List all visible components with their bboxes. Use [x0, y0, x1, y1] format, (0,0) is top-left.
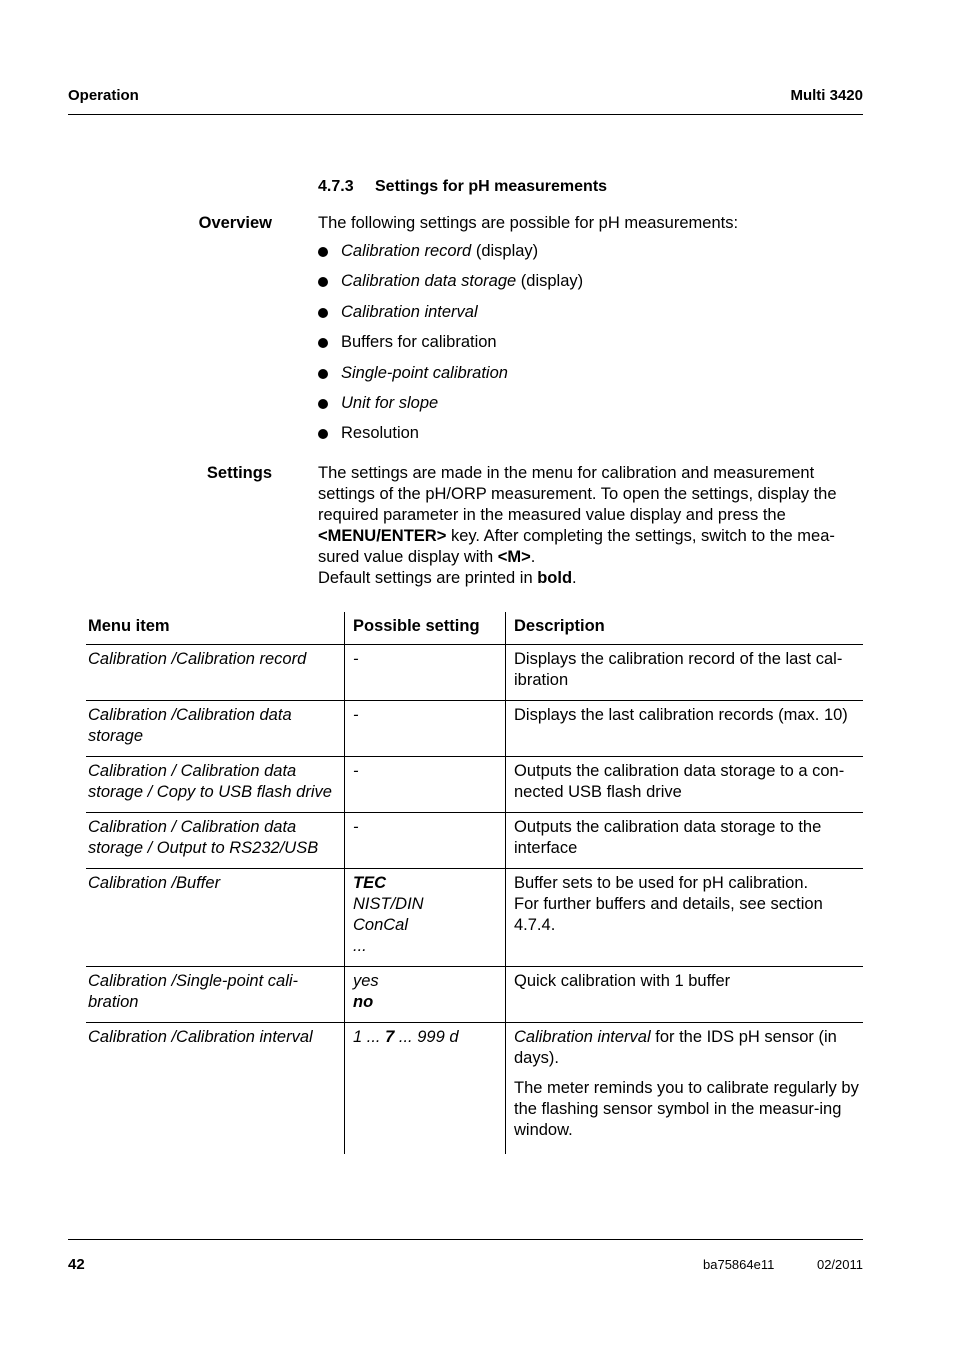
list-item-text: (display): [471, 242, 539, 260]
menu-enter-key: <MENU/ENTER>: [318, 527, 447, 545]
table-row: [86, 967, 863, 1023]
overview-intro: The following settings are possible for pH measurements:: [318, 214, 739, 232]
description-cell: [506, 1023, 864, 1155]
overview-list: [318, 241, 583, 454]
description-cell: Quick calibration with 1 buffer: [514, 972, 731, 990]
list-item: [318, 423, 583, 453]
list-item-italic: Calibration data storage: [341, 272, 517, 291]
section-title: [318, 178, 607, 196]
list-item-italic: Single-point calibration: [341, 363, 508, 382]
bullet-icon: [318, 429, 328, 439]
list-item-text: (display): [516, 272, 584, 291]
list-item: [318, 363, 583, 393]
list-item: [318, 332, 583, 362]
m-key: <M>: [497, 548, 531, 566]
setting-cell: [345, 967, 506, 1023]
interval-default: 7: [385, 1028, 395, 1046]
setting-option-default: TEC: [353, 874, 386, 892]
setting-option: -: [353, 650, 359, 668]
setting-cell: [345, 813, 506, 869]
list-item-italic: Unit for slope: [341, 393, 439, 412]
settings-paragraph: [318, 463, 866, 589]
list-item-text: Resolution: [341, 424, 419, 443]
footer-rule: [68, 1239, 863, 1240]
list-item: [318, 241, 583, 271]
settings-text-2: key. After completing the settings, switch to the mea-sured value display with: [318, 527, 835, 566]
description-cell: Displays the last calibration records (max. 10): [514, 706, 848, 724]
setting-option: -: [353, 818, 359, 836]
interval-post: ... 999 d: [394, 1028, 459, 1046]
bullet-icon: [318, 308, 328, 318]
menu-item-cell: Calibration /Single-point cali-bration: [86, 967, 345, 1023]
section-number: 4.7.3: [318, 178, 354, 195]
menu-item-cell: Calibration /Calibration record: [86, 645, 345, 701]
table-row: [86, 757, 863, 813]
setting-option-default: no: [353, 993, 374, 1011]
list-item: [318, 393, 583, 423]
menu-item-cell: Calibration /Buffer: [86, 869, 345, 967]
menu-item-cell: Calibration / Calibration data storage / Output to RS232/USB: [86, 813, 345, 869]
bullet-icon: [318, 399, 328, 409]
bullet-icon: [318, 247, 328, 257]
overview-label: Overview: [198, 214, 272, 232]
setting-option: ...: [353, 937, 367, 955]
table-header-row: [86, 612, 863, 645]
description-cell: Outputs the calibration data storage to the interface: [514, 818, 822, 857]
description-text: for the IDS pH sensor (in days).: [514, 1028, 837, 1067]
table-row: [86, 645, 863, 701]
setting-cell: [345, 757, 506, 813]
bullet-icon: [318, 338, 328, 348]
page-number: 42: [68, 1256, 85, 1273]
settings-label: Settings: [206, 464, 272, 482]
settings-text-1: The settings are made in the menu for calibration and measurement settings of the pH/ORP measurement. To open the settings, display the required parameter in the measured value display and press the: [318, 464, 837, 524]
bullet-icon: [318, 369, 328, 379]
header-left: Operation: [68, 87, 139, 104]
setting-cell: [345, 869, 506, 967]
setting-option: yes: [353, 972, 379, 990]
default-text: Default settings are printed in: [318, 569, 538, 587]
description-cell: Buffer sets to be used for pH calibration. For further buffers and details, see section 4.7.4.: [514, 874, 823, 934]
setting-option: ConCal: [353, 916, 409, 934]
settings-text-3: .: [530, 548, 536, 566]
table-row: [86, 1023, 863, 1155]
column-header-menu-item: Menu item: [86, 612, 345, 645]
column-header-possible-setting: Possible setting: [345, 612, 506, 645]
document-id: ba75864e11: [703, 1257, 775, 1272]
list-item-text: Buffers for calibration: [341, 333, 497, 352]
interval-pre: 1 ...: [353, 1028, 386, 1046]
setting-cell: [345, 645, 506, 701]
list-item-italic: Calibration record: [341, 242, 472, 260]
description-cell: Displays the calibration record of the last cal-ibration: [514, 650, 843, 689]
description-cell: Outputs the calibration data storage to a con-nected USB flash drive: [514, 762, 845, 801]
list-item: [318, 302, 583, 332]
setting-cell: [345, 1023, 506, 1155]
list-item-italic: Calibration interval: [341, 302, 478, 321]
table-row: [86, 813, 863, 869]
setting-option: -: [353, 762, 359, 780]
description-text-2: The meter reminds you to calibrate regularly by the flashing sensor symbol in the measur-ing window.: [514, 1079, 859, 1139]
default-end: .: [572, 569, 577, 587]
column-header-description: Description: [514, 617, 605, 635]
default-bold: bold: [537, 569, 573, 587]
description-italic: Calibration interval: [514, 1028, 651, 1046]
section-title-text: Settings for pH measurements: [375, 178, 608, 195]
settings-table: [86, 612, 863, 1154]
list-item: [318, 271, 583, 301]
table-row: [86, 869, 863, 967]
setting-cell: [345, 701, 506, 757]
menu-item-cell: Calibration / Calibration data storage / Copy to USB flash drive: [86, 757, 345, 813]
menu-item-cell: Calibration /Calibration interval: [86, 1023, 345, 1155]
document-date: 02/2011: [816, 1257, 863, 1272]
table-row: [86, 701, 863, 757]
bullet-icon: [318, 277, 328, 287]
setting-option: NIST/DIN: [353, 895, 424, 913]
menu-item-cell: Calibration /Calibration data storage: [86, 701, 345, 757]
header-rule: [68, 114, 863, 115]
header-right: Multi 3420: [790, 87, 863, 104]
setting-option: -: [353, 706, 359, 724]
